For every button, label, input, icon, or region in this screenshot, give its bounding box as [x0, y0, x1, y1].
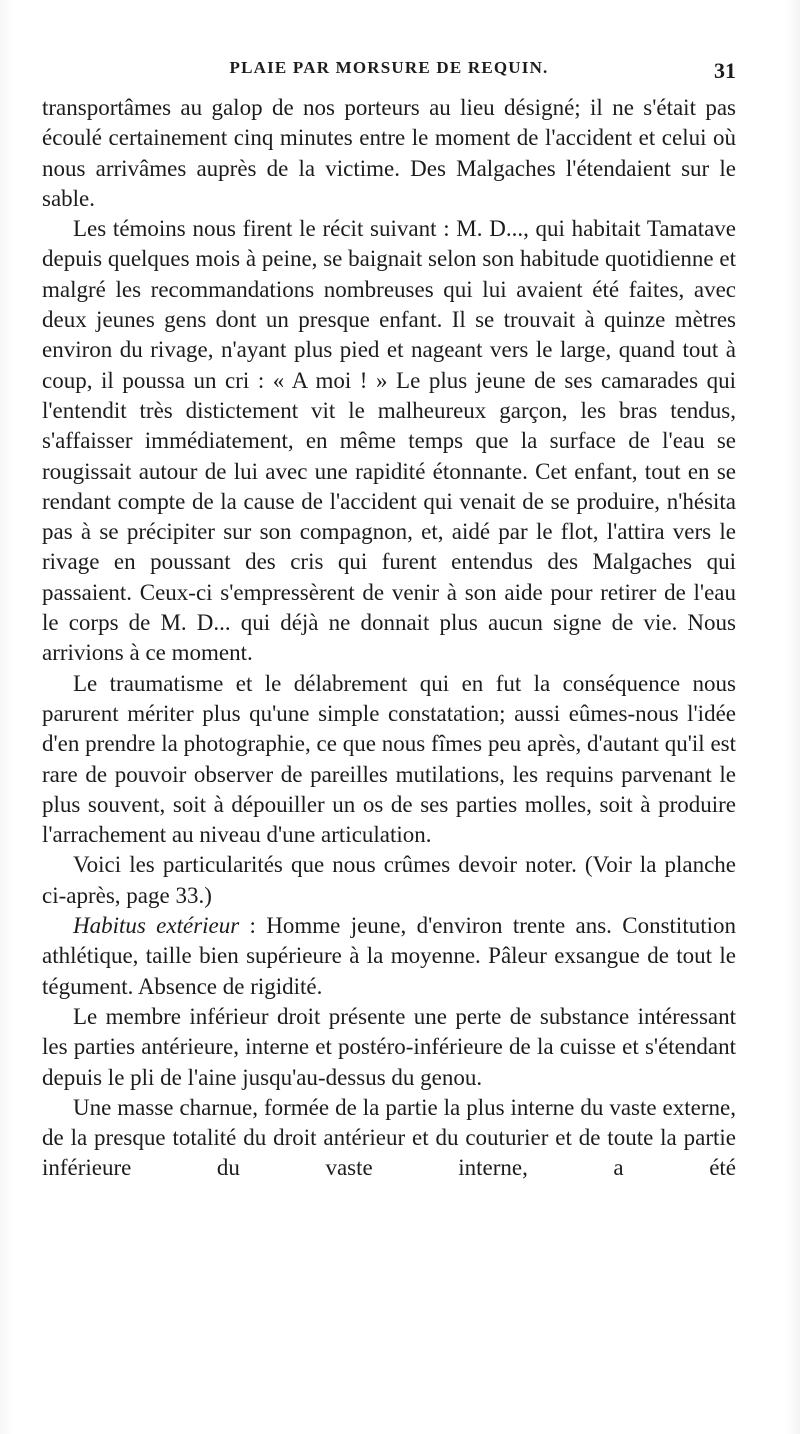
page-header [42, 58, 736, 86]
body-text [42, 93, 736, 1184]
page-number: 31 [714, 58, 736, 83]
paragraph-3: Le traumatisme et le délabrement qui en fut la conséquence nous parurent mériter plus qu'une simple constatation; aussi eûmes-nous l'idée d'en prendre la photographie, ce que nous fîmes peu après, d'autant qu'il est rare de pouvoir observer de pareilles mutilations, les requins parvenant le plus souvent, soit à dépouiller un os de ses parties molles, soit à produire l'arrachement au niveau d'une articulation. [42, 670, 736, 848]
paragraph-1: transportâmes au galop de nos porteurs au lieu désigné; il ne s'était pas écoulé certainement cinq minutes entre le moment de l'accident et celui où nous arrivâmes auprès de la victime. Des Malgaches l'étendaient sur le sable. [42, 95, 736, 211]
paragraph-7: Une masse charnue, formée de la partie la plus interne du vaste externe, de la presque totalité du droit antérieur et du couturier et de toute la partie inférieure du vaste interne, a été [42, 1094, 736, 1181]
paragraph-5 [42, 911, 736, 1002]
paragraph-6: Le membre inférieur droit présente une perte de substance intéressant les parties antérieure, interne et postéro-inférieure de la cuisse et s'étendant depuis le pli de l'aine jusqu'au-dessus du genou. [42, 1003, 736, 1090]
paragraph-5-text: : Homme jeune, d'environ trente ans. Constitution athlétique, taille bien supérieure à la moyenne. Pâleur exsangue de tout le tégument. Absence de rigidité. [42, 913, 736, 999]
paragraph-4: Voici les particularités que nous crûmes devoir noter. (Voir la planche ci-après, page 33.) [42, 852, 736, 908]
inline-heading: Habitus extérieur [73, 913, 240, 939]
running-head: PLAIE PAR MORSURE DE REQUIN. [229, 58, 549, 77]
paragraph-2: Les témoins nous firent le récit suivant : M. D..., qui habitait Tamatave depuis quelques mois à peine, se baignait selon son habitude quotidienne et malgré les recommandations nombreuses qui lui avaient été faites, avec deux jeunes gens dont un presque enfant. Il se trouvait à quinze mètres environ du rivage, n'ayant plus pied et nageant vers le large, quand tout à coup, il poussa un cri : « A moi ! » Le plus jeune de ses camarades qui l'entendit très distictement vit le malheureux garçon, les bras tendus, s'affaisser immédiatement, en même temps que la surface de l'eau se rougissait autour de lui avec une rapidité étonnante. Cet enfant, tout en se rendant compte de la cause de l'accident qui venait de se produire, n'hésita pas à se précipiter sur son compagnon, et, aidé par le flot, l'attira vers le rivage en poussant des cris qui furent entendus des Malgaches qui passaient. Ceux-ci s'empressèrent de venir à son aide pour retirer de l'eau le corps de M. D... qui déjà ne donnait plus aucun signe de vie. Nous arrivions à ce moment. [42, 216, 736, 666]
